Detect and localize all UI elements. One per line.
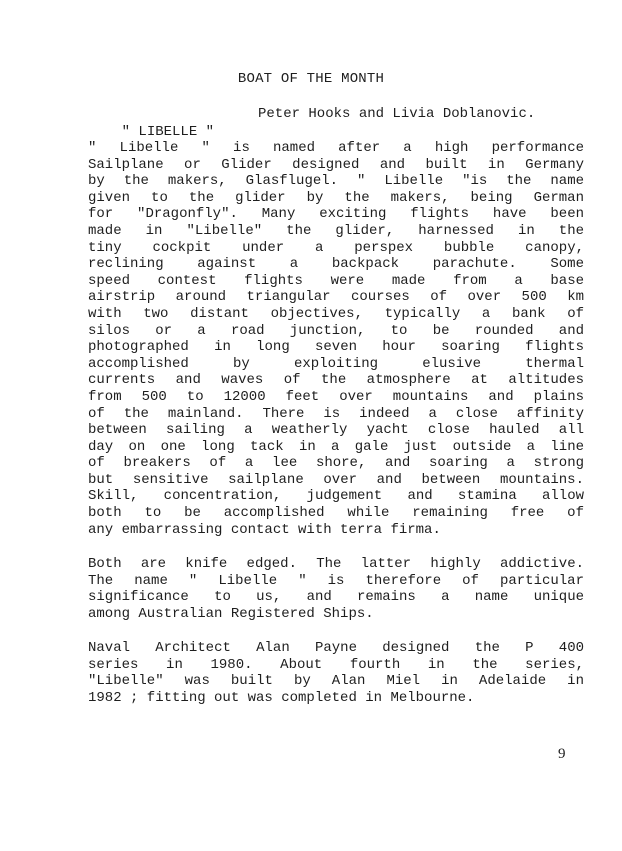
paragraph-1: [88, 140, 584, 538]
text-line: photographed in long seven hour soaring flights: [88, 339, 584, 356]
text-line: significance to us, and remains a name unique: [88, 589, 584, 606]
authors: Peter Hooks and Livia Doblanovic.: [258, 106, 536, 122]
boat-name: " LIBELLE ": [121, 124, 215, 140]
text-line: but sensitive sailplane over and between mountains.: [88, 471, 584, 488]
text-line: Sailplane or Glider designed and built in Germany: [88, 156, 584, 173]
text-line: Both are knife edged. The latter highly addictive.: [88, 556, 584, 572]
text-line: " Libelle " is named after a high performance: [88, 140, 584, 156]
text-line: reclining against a backpack parachute. Some: [88, 256, 584, 273]
text-line: both to be accomplished while remaining free of: [88, 505, 584, 522]
text-line: speed contest flights were made from a base: [88, 272, 584, 289]
text-line: by the makers, Glasflugel. " Libelle "is the name: [88, 173, 584, 190]
text-line: tiny cockpit under a perspex bubble canopy,: [88, 239, 584, 256]
text-line: among Australian Registered Ships.: [88, 605, 374, 622]
text-line: airstrip around triangular courses of over 500 km: [88, 289, 584, 306]
text-line: between sailing a weatherly yacht close hauled all: [88, 422, 584, 439]
text-line: accomplished by exploiting elusive thermal: [88, 355, 584, 372]
text-line: from 500 to 12000 feet over mountains and plains: [88, 388, 584, 405]
paragraph-2: [88, 556, 584, 622]
text-line: The name " Libelle " is therefore of particular: [88, 572, 584, 589]
text-line: any embarrassing contact with terra firma.: [88, 521, 441, 538]
paragraph-3: [88, 640, 584, 706]
page-number: 9: [558, 746, 566, 762]
text-line: series in 1980. About fourth in the series,: [88, 656, 584, 673]
text-line: of breakers of a lee shore, and soaring a strong: [88, 455, 584, 472]
text-line: of the mainland. There is indeed a close affinity: [88, 405, 584, 422]
text-line: 1982 ; fitting out was completed in Melbourne.: [88, 689, 475, 706]
text-line: currents and waves of the atmosphere at altitudes: [88, 372, 584, 389]
text-line: day on one long tack in a gale just outside a line: [88, 438, 584, 455]
text-line: for "Dragonfly". Many exciting flights have been: [88, 206, 584, 223]
text-line: given to the glider by the makers, being German: [88, 189, 584, 206]
text-line: "Libelle" was built by Alan Miel in Adelaide in: [88, 673, 584, 690]
text-line: Naval Architect Alan Payne designed the P 400: [88, 640, 584, 656]
text-line: Skill, concentration, judgement and stamina allow: [88, 488, 584, 505]
text-line: with two distant objectives, typically a bank of: [88, 305, 584, 322]
text-line: made in "Libelle" the glider, harnessed in the: [88, 222, 584, 239]
page-title: BOAT OF THE MONTH: [237, 71, 385, 87]
text-line: silos or a road junction, to be rounded and: [88, 322, 584, 339]
